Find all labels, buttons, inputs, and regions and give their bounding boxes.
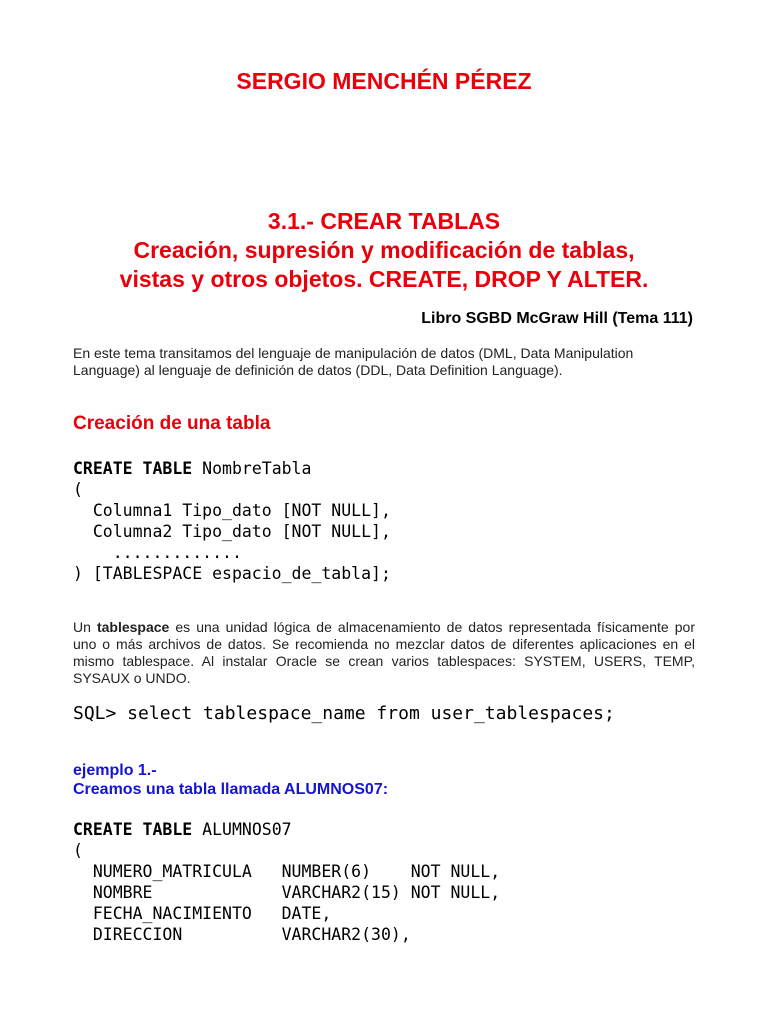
sql-query: SQL> select tablespace_name from user_tablespaces;	[73, 703, 615, 724]
code-keyword: CREATE TABLE	[73, 820, 193, 839]
code-table-name: ALUMNOS07	[192, 820, 292, 839]
example-label: ejemplo 1.-	[73, 762, 157, 779]
title-line-1: 3.1.- CREAR TABLAS	[267, 208, 501, 234]
intro-paragraph: En este tema transitamos del lenguaje de manipulación de datos (DML, Data Manipulation Language) al lenguaje de definición de datos (DDL, Data Definition Language).	[73, 345, 634, 378]
code-line: Columna2 Tipo_dato [NOT NULL],	[73, 522, 391, 541]
title-line-2: Creación, supresión y modificación de tablas,	[133, 237, 635, 263]
code-line: Columna1 Tipo_dato [NOT NULL],	[73, 501, 391, 520]
example-description: Creamos una tabla llamada ALUMNOS07:	[73, 781, 389, 798]
code-line: .............	[73, 543, 242, 562]
code-line: NOMBRE VARCHAR2(15) NOT NULL,	[73, 883, 501, 902]
code-table-name: NombreTabla	[192, 459, 312, 478]
syntax-code-block	[73, 458, 391, 584]
code-line: FECHA_NACIMIENTO DATE,	[73, 904, 332, 923]
code-line: ) [TABLESPACE espacio_de_tabla];	[73, 564, 391, 583]
code-line: DIRECCION VARCHAR2(30),	[73, 925, 411, 944]
code-keyword: CREATE TABLE	[73, 459, 193, 478]
example-heading	[73, 761, 388, 799]
title-line-3: vistas y otros objetos. CREATE, DROP Y ALTER.	[119, 266, 649, 292]
code-line: NUMERO_MATRICULA NUMBER(6) NOT NULL,	[73, 862, 501, 881]
example-code-block	[73, 819, 500, 945]
tablespace-term: tablespace	[96, 619, 170, 635]
code-line	[73, 458, 391, 479]
code-line	[73, 819, 500, 840]
code-line: (	[73, 841, 83, 860]
document-title	[0, 207, 768, 294]
paragraph-prefix: Un	[73, 619, 97, 635]
section-heading: Creación de una tabla	[73, 413, 271, 434]
author-name: SERGIO MENCHÉN PÉREZ	[236, 68, 532, 94]
code-line: (	[73, 480, 83, 499]
paragraph-text: es una unidad lógica de almacenamiento de datos representada físicamente por uno o más archivos de datos. Se recomienda no mezclar datos de diferentes aplicaciones en el mismo tablespace. Al instalar Oracle se crean varios tablespaces: SYSTEM, USERS, TEMP, SYSAUX o UNDO.	[73, 619, 695, 686]
source-reference: Libro SGBD McGraw Hill (Tema 111)	[421, 310, 693, 327]
tablespace-paragraph	[73, 619, 695, 687]
